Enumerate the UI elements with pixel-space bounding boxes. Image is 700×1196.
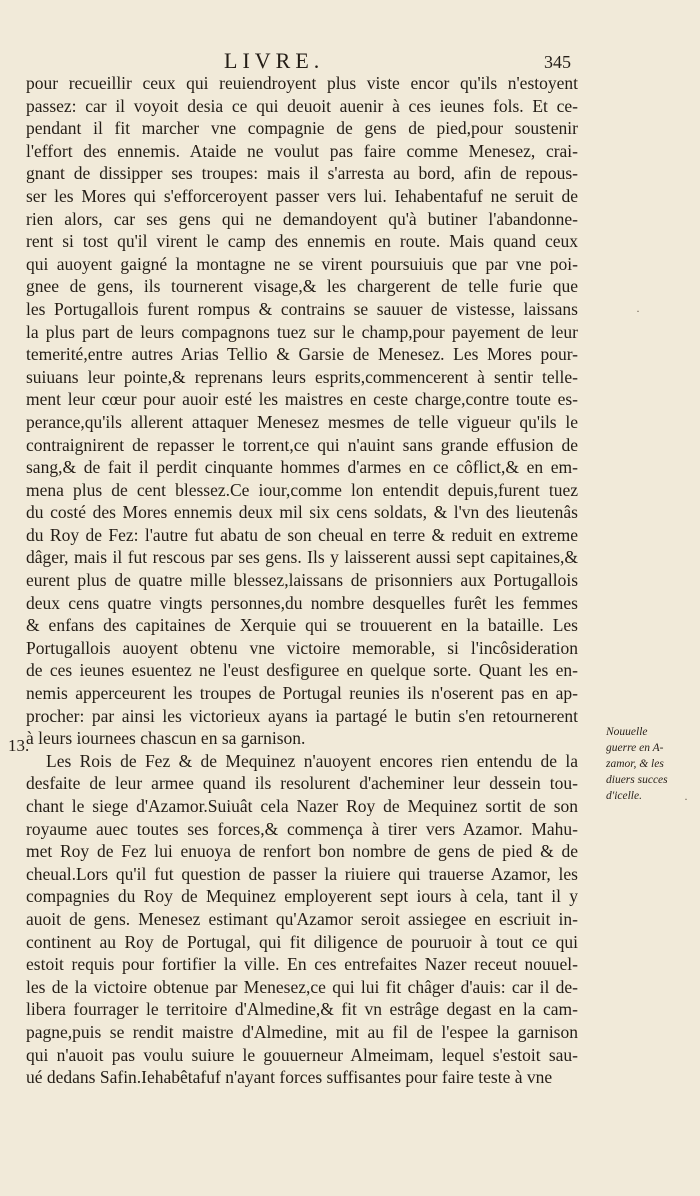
text-line: ment leur cœur pour auoir esté les maistres en ceste charge,contre toute es- bbox=[26, 389, 578, 410]
text-line: nemis apperceurent les troupes de Portugal reunies ils n'oserent pas en ap- bbox=[26, 683, 578, 704]
text-line: ué dedans Safin.Iehabêtafuf n'ayant forces suffisantes pour faire teste à vne bbox=[26, 1067, 553, 1088]
text-line: Portugallois auoyent obtenu vne victoire memorable, si l'incôsideration bbox=[26, 637, 578, 658]
text-line: eurent plus de quatre mille blessez,laissans de prisonniers aux Portugallois bbox=[26, 570, 578, 591]
marginal-note-line: d'icelle. bbox=[606, 790, 642, 802]
marginal-note bbox=[606, 724, 696, 804]
margin-dot: · bbox=[636, 304, 640, 318]
text-line: & enfans des capitaines de Xerquie qui se trouuerent en la bataille. Les bbox=[26, 615, 578, 636]
text-line: met Roy de Fez lui enuoya de renfort bon nombre de gens de pied & de bbox=[26, 841, 578, 862]
marginal-note-line: Nouuelle bbox=[606, 726, 648, 738]
text-line: procher: par ainsi les victorieux ayans ia partagé le butin s'en retournerent bbox=[26, 705, 578, 726]
text-line: à leurs iournees chascun en sa garnison. bbox=[26, 728, 306, 749]
text-line: pendant il fit marcher vne compagnie de gens de pied,pour soustenir bbox=[26, 118, 578, 139]
text-line: Les Rois de Fez & de Mequinez n'auoyent encores rien entendu de la bbox=[46, 750, 578, 771]
body-text bbox=[26, 72, 578, 1089]
text-line: ser les Mores qui s'efforceroyent passer vers lui. Iehabentafuf ne seruit de bbox=[26, 185, 578, 206]
text-line: desfaite de leur armee quand ils resolurent d'acheminer leur dessein tou- bbox=[26, 773, 578, 794]
text-line: pour recueillir ceux qui reuiendroyent plus viste encor qu'ils n'estoyent bbox=[26, 73, 578, 93]
text-line: les de la victoire obtenue par Menesez,ce qui lui fit châger d'auis: car il de- bbox=[26, 976, 578, 997]
text-line: rien alors, car ses gens qui ne demandoyent qu'à butiner l'abandonne- bbox=[26, 208, 578, 229]
text-line: sang,& de fait il perdit cinquante hommes d'armes en ce côflict,& en em- bbox=[26, 457, 578, 478]
text-line: du Roy de Fez: l'autre fut abatu de son cheual en terre & reduit en extreme bbox=[26, 524, 578, 545]
text-line: compagnies du Roy de Mequinez employerent sept iours à cela, tant il y bbox=[26, 886, 578, 907]
text-line: passez: car il voyoit desia ce qui deuoit auenir à ces ieunes fols. Et ce- bbox=[26, 95, 578, 116]
text-line: l'effort des ennemis. Ataide ne voulut pas faire comme Menesez, crai- bbox=[26, 140, 578, 161]
text-line: gnee de gens, ils tournerent visage,& les chargerent de telle furie que bbox=[26, 276, 578, 297]
text-line: dâger, mais il fut rescous par ses gens. Ils y laisserent aussi sept capitaines,& bbox=[26, 547, 578, 568]
text-line: rent si tost qu'il virent le camp des ennemis en route. Mais quand ceux bbox=[26, 231, 578, 252]
text-line: du costé des Mores ennemis deux mil six cens soldats, & l'vn des lieutenâs bbox=[26, 502, 578, 523]
text-line: qui n'auoit pas voulu suiure le gouuerneur Almeimam, lequel s'estoit sau- bbox=[26, 1044, 578, 1065]
text-line: perance,qu'ils allerent attaquer Menesez mesmes de telle vigueur qu'ils le bbox=[26, 411, 578, 432]
text-line: continent au Roy de Portugal, qui fit diligence de pouruoir à tout ce qui bbox=[26, 931, 578, 952]
section-number: 13. bbox=[8, 736, 30, 755]
marginal-note-line: diuers succes bbox=[606, 774, 668, 786]
marginal-note-line: guerre en A- bbox=[606, 742, 664, 754]
text-line: cheual.Lors qu'il fut question de passer la riuiere qui trauerse Azamor, les bbox=[26, 863, 578, 884]
text-line: les Portugallois furent rompus & contrains se sauuer de vistesse, laissans bbox=[26, 298, 578, 319]
text-line: chant le siege d'Azamor.Suiuât cela Nazer Roy de Mequinez sortit de son bbox=[26, 796, 578, 816]
marginal-note-line: zamor, & les bbox=[606, 758, 664, 770]
text-line: suiuans leur pointe,& reprenans leurs esprits,commencerent à sentir telle- bbox=[26, 366, 578, 387]
running-title: LIVRE. bbox=[224, 48, 325, 73]
margin-dot: · bbox=[684, 792, 688, 806]
text-line: libera fourrager le territoire d'Almedine,& fit vn estrâge degast en la cam- bbox=[26, 999, 578, 1020]
text-line: estoit requis pour fortifier la ville. En ces entrefaites Nazer receut nouuel- bbox=[26, 954, 578, 975]
text-line: auoit de gens. Menesez estimant qu'Azamor seroit assiegee en escriuit in- bbox=[26, 908, 578, 929]
text-line: royaume auec toutes ses forces,& commença à tirer vers Azamor. Mahu- bbox=[26, 818, 578, 839]
text-line: contraignirent de repasser le torrent,ce qui n'auint sans grande effusion de bbox=[26, 434, 578, 455]
text-line: temerité,entre autres Arias Tellio & Garsie de Menesez. Les Mores pour- bbox=[26, 344, 578, 365]
text-line: la plus part de leurs compagnons tuez sur le champ,pour payement de leur bbox=[26, 321, 578, 342]
text-line: deux cens quatre vingts personnes,du nombre desquelles furêt les femmes bbox=[26, 592, 578, 613]
text-line: mena plus de cent blessez.Ce iour,comme lon entendit depuis,furent tuez bbox=[26, 479, 578, 500]
text-line: pagne,puis se rendit maistre d'Almedine, mit au fil de l'espee la garnison bbox=[26, 1021, 578, 1042]
text-line: de ces ieunes esuentez ne l'eust desfiguree en quelque sorte. Quant les en- bbox=[26, 660, 578, 681]
text-line: gnant de dissipper ses troupes: mais il s'arresta au bord, afin de repous- bbox=[26, 163, 578, 184]
text-line: qui auoyent gaigné la montagne ne se virent poursuiuis que par vne poi- bbox=[26, 253, 578, 274]
page-number: 345 bbox=[544, 52, 571, 72]
